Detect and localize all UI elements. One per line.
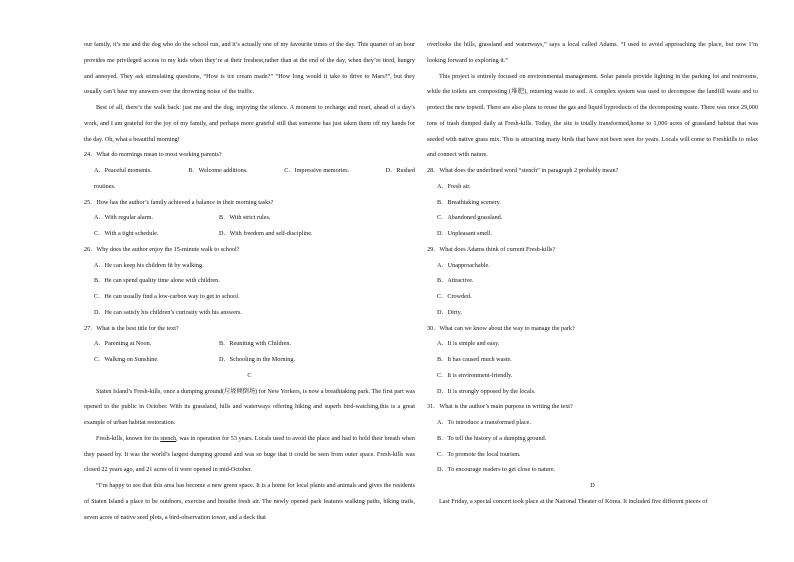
text-run: , was in operation for 53 years. Locals used to avoid the place and had to hold their breath when they passed by. It was the world’s largest dumping ground and was so huge that it could be seen from outer space. Fresh-kills was closed 22 years ago, and 21 acres of it were opened in mid-October. bbox=[84, 434, 415, 474]
question-31: 31．What is the author’s main purpose in writing the text? bbox=[427, 403, 573, 411]
option: A．It is simple and easy. bbox=[437, 340, 500, 348]
option: A．Peaceful moments. bbox=[94, 167, 152, 174]
option: A．To introduce a transformed place. bbox=[437, 419, 531, 426]
option: B．He can spend quality time alone with children. bbox=[94, 277, 220, 285]
option: B．Attractive. bbox=[437, 277, 474, 285]
passage-c-paragraph: overlooks the hills, grassland and waterways,” says a local called Adams. “I used to avoid approaching the place, but now I’m looking forward to exploring it.” bbox=[427, 41, 758, 64]
question-25: 25．How has the author’s family achieved a balance in their morning tasks? bbox=[84, 198, 274, 206]
question-24: 24．What do mornings mean to most working parents? bbox=[84, 151, 222, 159]
passage-b-paragraph: our family, it’s me and the dog who do the school run, and it’s actually one of my favourite times of the day. This quarter of an hour provides me privileged access to my kids when they’re at their freshest,rather than at the end of the day, when they’re tired, hungry and annoyed. They ask stimulating questions, “How is ice cream made?” “How long would it take to drive to Mars?”, but they usually can’t hear my answers over the drowning noise of the traffic. bbox=[84, 41, 415, 96]
question-28: 28．What does the underlined word “stench” in paragraph 2 probably mean? bbox=[427, 167, 619, 174]
question-27-options bbox=[84, 336, 415, 352]
option: C．With a tight schedule. bbox=[94, 230, 159, 237]
question-24-options bbox=[84, 163, 415, 179]
passage-c-paragraph: This project is entirely focused on environmental management. Solar panels provide lighting in the parking lot and restrooms, while the toilets are composting (堆肥), returning waste to soil. A complex system was used to decompose the landfill waste and to protect the new topsoil. There are also plans to reuse the gas and liquid byproducts of the decomposing waste. There was once 29,000 tons of trash dumped daily at Fresh-kills. Today, the site is totally transformed,home to 1,000 acres of grassland habitat that was seeded with native grass mix. This is attracting many birds that have not been seen for years. Locals will come to Freshkills to relax and connect with nature. bbox=[427, 72, 758, 159]
option: C．Abandoned grassland. bbox=[437, 214, 503, 222]
option: A．He can keep his children fit by walking. bbox=[94, 261, 204, 269]
question-27-options bbox=[84, 352, 415, 368]
underlined-word: stench bbox=[160, 434, 177, 442]
question-29: 29．What does Adams think of current Fresh-kills? bbox=[427, 245, 556, 253]
passage-c-paragraph bbox=[84, 431, 415, 478]
option: A．Parenting at Noon. bbox=[94, 340, 152, 348]
question-30: 30．What can we know about the way to manage the park? bbox=[427, 324, 575, 332]
passage-b-paragraph: Best of all, there’s the walk back: just me and the dog, enjoying the silence. A moment to recharge and reset, ahead of a day’s work, and I am grateful for the joy of my family, and perhaps more grateful still that someone has just taken them off my hands for the day. Oh, what a beautiful morning! bbox=[84, 104, 415, 143]
option: C．Crowded. bbox=[437, 293, 472, 300]
section-heading-c: C bbox=[247, 371, 252, 379]
option: C．He can usually find a low-carbon way to get to school. bbox=[94, 293, 240, 300]
option: A．With regular alarm. bbox=[94, 214, 154, 222]
option: B．Reuniting with Children. bbox=[219, 340, 292, 348]
option: D．He can satisfy his children’s curiosity with his answers. bbox=[94, 308, 242, 316]
option-continuation: routines. bbox=[94, 182, 116, 190]
option: C．Impressive memories. bbox=[284, 167, 350, 174]
option: C．It is environment-friendly. bbox=[437, 371, 513, 379]
question-27: 27．What is the best title for the text? bbox=[84, 324, 179, 332]
option: D．With freedom and self-discipline. bbox=[219, 230, 313, 237]
passage-c-paragraph: “I’m happy to see that this area has become a new green space. It is a home for local plants and animals and gives the residents of Staten Island a place to be outdoors, exercise and breathe fresh air. The newly opened park features walking paths, hiking trails, seven acres of native seed plots, a bird-observation tower, and a deck that bbox=[84, 482, 415, 521]
option: A．Fresh air. bbox=[437, 182, 471, 190]
option: B．Breathtaking scenery. bbox=[437, 198, 501, 206]
text-run: Fresh-kills, known for its bbox=[96, 434, 161, 442]
option: D．To encourage readers to get close to nature. bbox=[437, 466, 556, 474]
option: D．Dirty. bbox=[437, 308, 462, 316]
question-25-options bbox=[84, 210, 415, 226]
option: D．Rushed bbox=[385, 167, 415, 174]
option: B．With strict rules. bbox=[219, 214, 271, 222]
option: D．Unpleasant smell. bbox=[437, 230, 492, 237]
option: B．It has caused much waste. bbox=[437, 356, 512, 363]
option: B．Welcome additions. bbox=[188, 167, 248, 174]
right-column bbox=[427, 37, 758, 510]
question-25-options bbox=[84, 226, 415, 242]
option: D．It is strongly opposed by the locals. bbox=[437, 387, 536, 395]
section-heading-d: D bbox=[590, 482, 595, 489]
option: A．Unapproachable. bbox=[437, 261, 490, 269]
passage-d-paragraph: Last Friday, a special concert took place at the National Theater of Korea. It included five different pieces of bbox=[439, 497, 708, 505]
option: D．Schooling in the Morning. bbox=[219, 356, 295, 363]
left-column bbox=[84, 37, 415, 525]
question-26: 26．Why does the author enjoy the 15-minute walk to school? bbox=[84, 245, 240, 253]
option: C．To promote the local tourism. bbox=[437, 450, 521, 458]
passage-c-paragraph: Staten Island’s Fresh-kills, once a dumping ground(垃圾倾倒场) for New Yorkers, is now a breathtaking park. The first part was opened to the public in October. With its grassland, hills and waterways offering hiking and superb bird-watching,this is a great example of urban habitat restoration. bbox=[84, 387, 415, 426]
option: B．To tell the history of a dumping ground. bbox=[437, 434, 547, 442]
option: C．Walking on Sunshine. bbox=[94, 356, 159, 363]
